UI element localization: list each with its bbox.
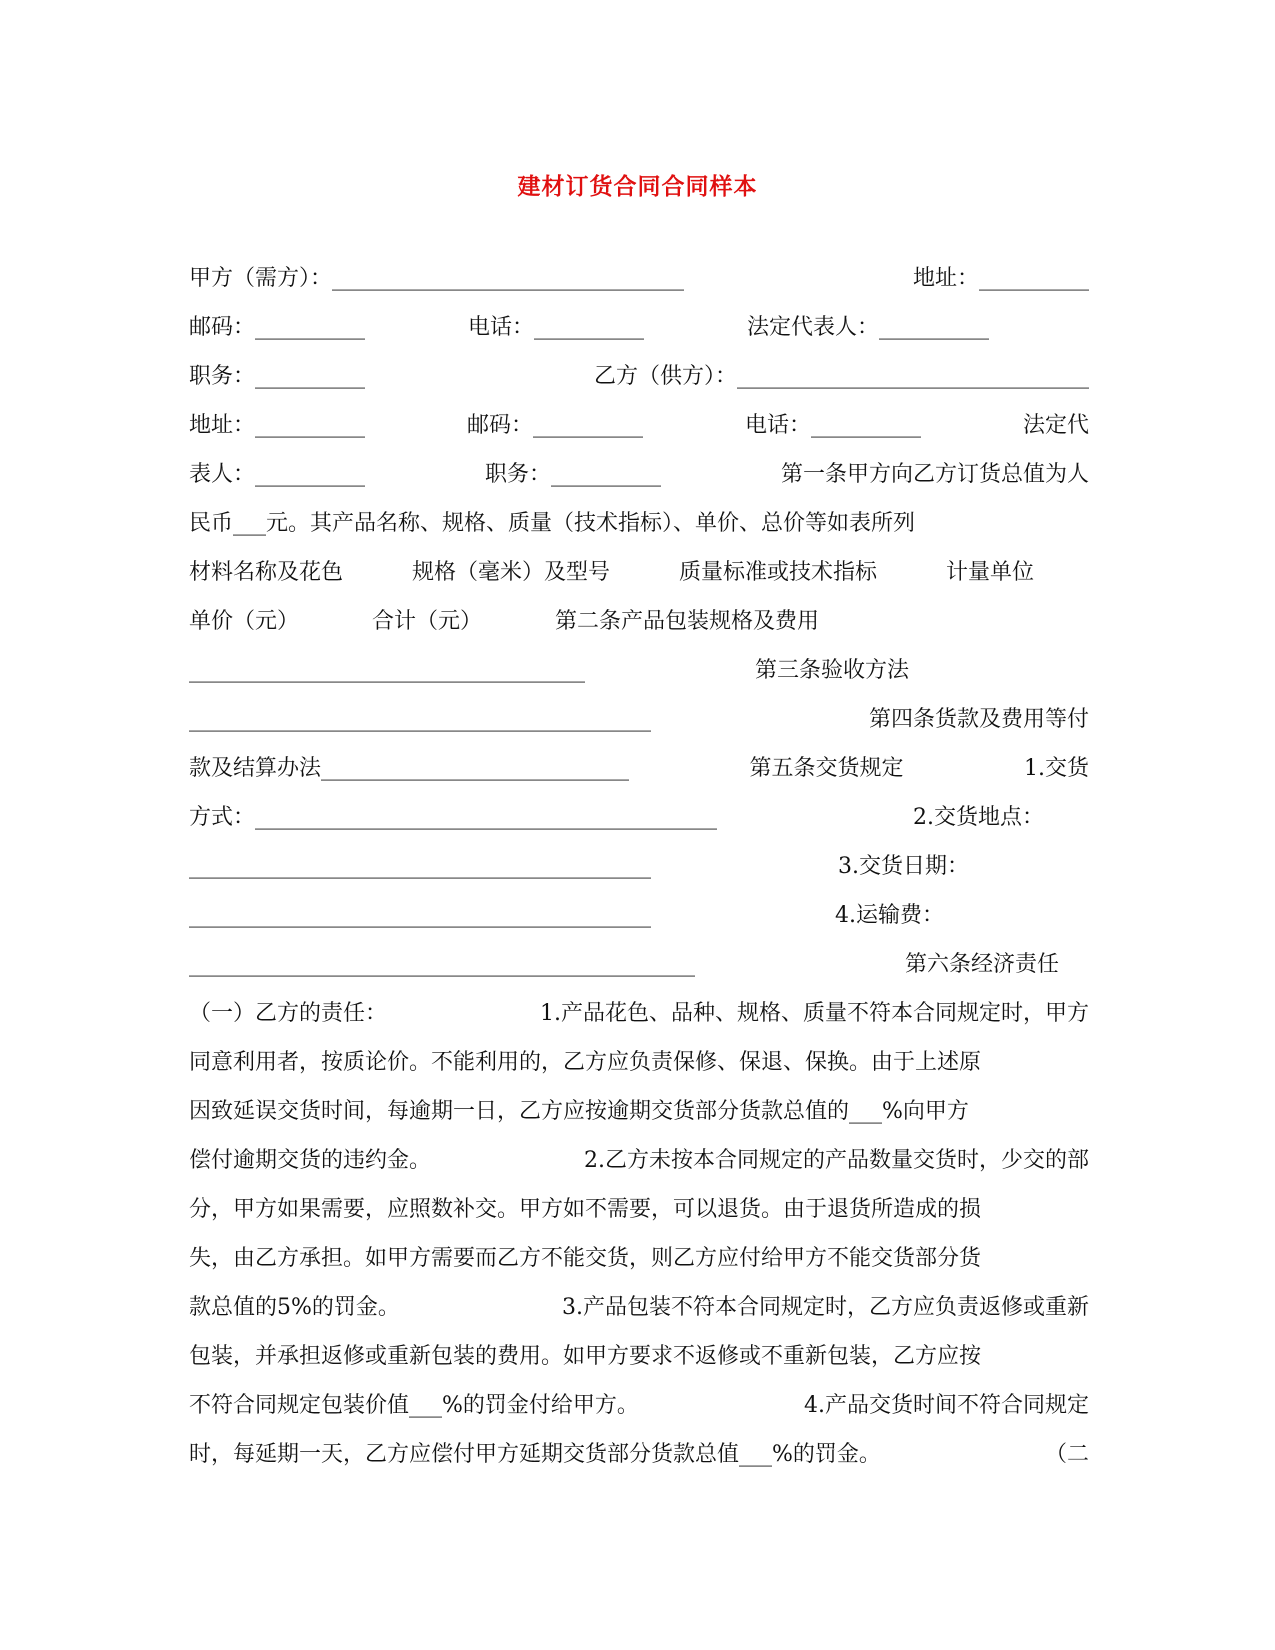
text-segment: 电话：__________ [467, 315, 644, 340]
text-segment: 第六条经济责任 [904, 952, 1059, 977]
text-segment: 4.运输费： [835, 903, 944, 928]
text-segment: 质量标准或技术指标 [678, 560, 877, 585]
text-line [189, 891, 944, 940]
text-line [189, 352, 1089, 401]
text-segment: 4.产品交货时间不符合同规定 [804, 1393, 1089, 1418]
text-line [189, 450, 1089, 499]
document-title: 建材订货合同合同样本 [517, 173, 758, 200]
text-segment: 失，由乙方承担。如甲方需要而乙方不能交货，则乙方应付给甲方不能交货部分货 [189, 1246, 982, 1271]
text-segment: ______________________________________________ [189, 952, 695, 977]
text-segment: 同意利用者，按质论价。不能利用的，乙方应负责保修、保退、保换。由于上述原 [189, 1050, 982, 1075]
text-segment: 分，甲方如果需要，应照数补交。甲方如不需要，可以退货。由于退货所造成的损 [189, 1197, 982, 1222]
text-segment: 甲方（需方）：________________________________ [189, 266, 685, 291]
text-segment: 职务：__________ [189, 364, 366, 389]
text-segment: 民币___元。其产品名称、规格、质量（技术指标）、单价、总价等如表所列 [189, 511, 916, 536]
text-segment: 计量单位 [945, 560, 1034, 585]
text-segment: 单价（元） [189, 609, 300, 634]
text-segment: __________________________________________ [189, 854, 651, 879]
text-line [189, 548, 1034, 597]
text-segment: 邮码：__________ [189, 315, 366, 340]
text-segment: 电话：__________ [744, 413, 921, 438]
text-segment: 1.产品花色、品种、规格、质量不符本合同规定时，甲方 [540, 1001, 1089, 1026]
text-segment: （二 [1044, 1442, 1089, 1467]
text-segment: __________________________________________ [189, 903, 651, 928]
text-segment: 表人：__________ [189, 462, 366, 487]
text-line [189, 1087, 1089, 1136]
text-line [189, 1185, 1089, 1234]
text-segment: 款总值的5%的罚金。 [189, 1295, 400, 1320]
text-line [189, 940, 1059, 989]
text-segment: 地址：__________ [189, 413, 366, 438]
text-line [189, 744, 1089, 793]
text-line [189, 1136, 1089, 1185]
text-segment: 乙方（供方）：________________________________ [593, 364, 1089, 389]
text-line [189, 401, 1089, 450]
text-segment: 职务：__________ [484, 462, 661, 487]
text-segment: 第二条产品包装规格及费用 [554, 609, 819, 634]
text-line [189, 646, 909, 695]
text-segment: 不符合同规定包装价值___%的罚金付给甲方。 [189, 1393, 639, 1418]
text-segment: 法定代 [1022, 413, 1089, 438]
text-line [189, 793, 1044, 842]
text-segment: 2.乙方未按本合同规定的产品数量交货时，少交的部 [584, 1148, 1089, 1173]
text-segment: 法定代表人：__________ [746, 315, 989, 340]
text-line [189, 1038, 1089, 1087]
text-line [189, 695, 1089, 744]
text-segment: 第一条甲方向乙方订货总值为人 [780, 462, 1089, 487]
text-line [189, 1381, 1089, 1430]
text-segment: 合计（元） [371, 609, 482, 634]
text-segment: 2.交货地点： [913, 805, 1044, 830]
text-line [189, 499, 1089, 548]
text-segment: 材料名称及花色 [189, 560, 344, 585]
text-line [189, 1430, 1089, 1479]
document-body [189, 254, 1089, 1479]
text-segment: 3.产品包装不符本合同规定时，乙方应负责返修或重新 [562, 1295, 1089, 1320]
text-segment: 时，每延期一天，乙方应偿付甲方延期交货部分货款总值___%的罚金。 [189, 1442, 881, 1467]
text-line [189, 303, 989, 352]
text-segment: 邮码：__________ [466, 413, 643, 438]
text-line [189, 1332, 1089, 1381]
text-segment: 第三条验收方法 [754, 658, 909, 683]
text-line [189, 254, 1089, 303]
text-line [189, 1283, 1089, 1332]
text-segment: 方式：__________________________________________ [189, 805, 718, 830]
text-segment: __________________________________________ [189, 707, 651, 732]
text-line [189, 842, 969, 891]
text-line [189, 597, 819, 646]
text-segment: ____________________________________ [189, 658, 585, 683]
text-segment: 1.交货 [1024, 756, 1089, 781]
text-line [189, 1234, 1089, 1283]
text-segment: 规格（毫米）及型号 [411, 560, 610, 585]
text-segment: 偿付逾期交货的违约金。 [189, 1148, 432, 1173]
text-segment: 因致延误交货时间，每逾期一日，乙方应按逾期交货部分货款总值的___%向甲方 [189, 1099, 969, 1124]
text-segment: 3.交货日期： [838, 854, 969, 879]
text-segment: 包装，并承担返修或重新包装的费用。如甲方要求不返修或不重新包装，乙方应按 [189, 1344, 982, 1369]
text-segment: 第五条交货规定 [749, 756, 904, 781]
text-segment: （一）乙方的责任： [189, 1001, 388, 1026]
text-segment: 款及结算办法____________________________ [189, 756, 630, 781]
text-segment: 地址：__________ [912, 266, 1089, 291]
text-segment: 第四条货款及费用等付 [868, 707, 1089, 732]
text-line [189, 989, 1089, 1038]
